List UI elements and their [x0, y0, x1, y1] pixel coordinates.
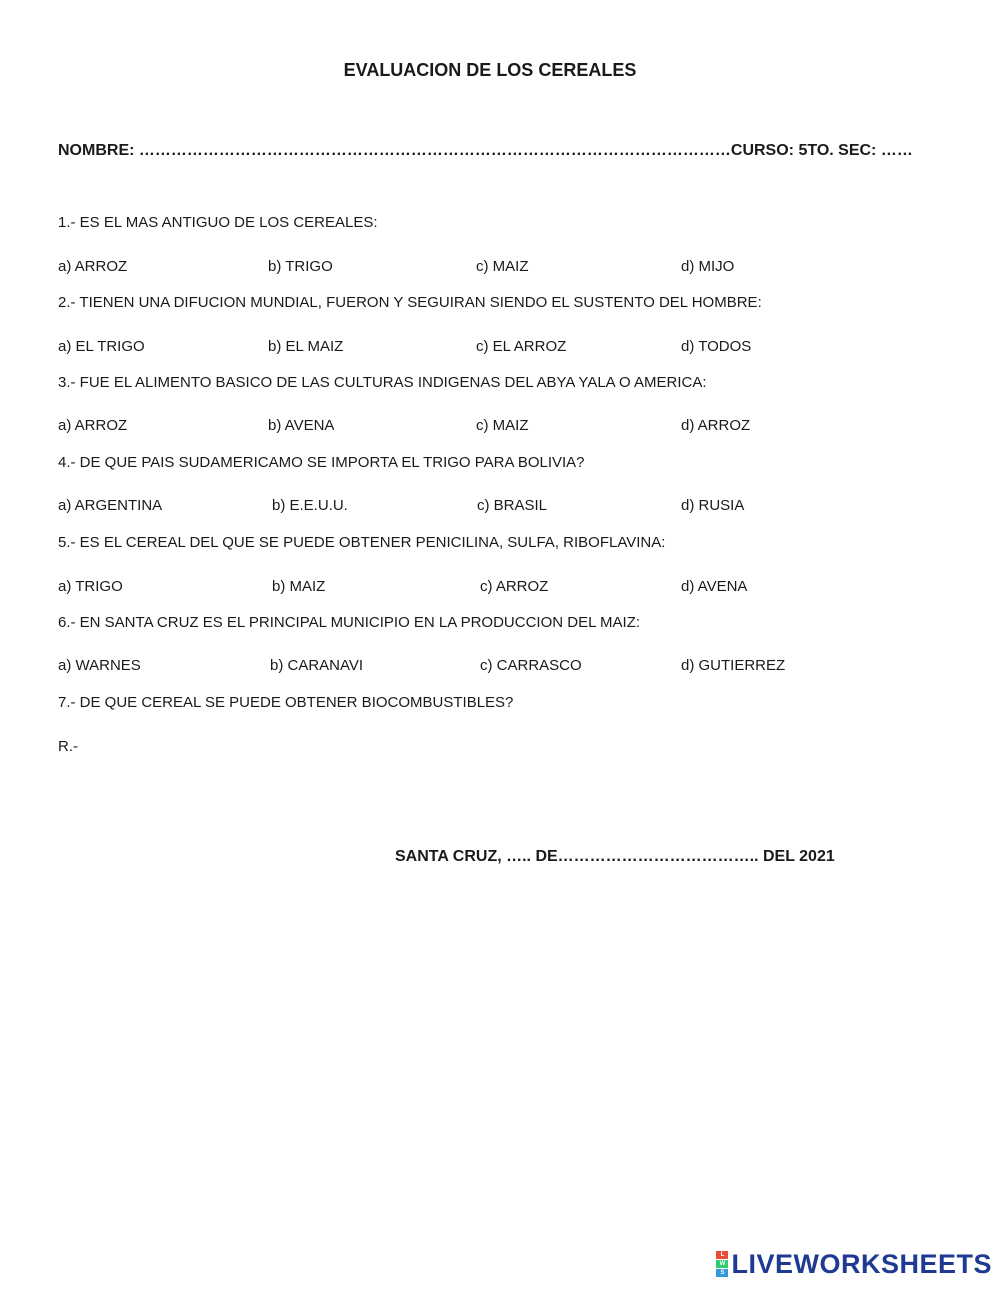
q1-option-d[interactable]: d) MIJO [681, 258, 735, 275]
q6-option-c[interactable]: c) CARRASCO [480, 657, 582, 674]
logo-letter-s: S [716, 1269, 728, 1277]
q3-option-b[interactable]: b) AVENA [268, 417, 335, 434]
q5-option-d[interactable]: d) AVENA [681, 578, 748, 595]
q1-option-a[interactable]: a) ARROZ [58, 258, 128, 275]
question-7: 7.- DE QUE CEREAL SE PUEDE OBTENER BIOCOMBUSTIBLES? [58, 694, 514, 711]
q3-option-c[interactable]: c) MAIZ [476, 417, 529, 434]
q5-option-a[interactable]: a) TRIGO [58, 578, 123, 595]
q3-option-d[interactable]: d) ARROZ [681, 417, 751, 434]
date-signature-line: SANTA CRUZ, ….. DE……………………………….. DEL 2021 [395, 848, 835, 865]
q4-option-d[interactable]: d) RUSIA [681, 497, 745, 514]
liveworksheets-text: LIVEWORKSHEETS [731, 1248, 992, 1279]
q2-option-a[interactable]: a) EL TRIGO [58, 338, 145, 355]
q4-option-c[interactable]: c) BRASIL [477, 497, 548, 514]
logo-letter-w: W [716, 1260, 728, 1268]
q5-option-c[interactable]: c) ARROZ [480, 578, 549, 595]
liveworksheets-logo-icon [716, 1251, 728, 1277]
question-1: 1.- ES EL MAS ANTIGUO DE LOS CEREALES: [58, 214, 378, 231]
logo-letter-l: L [716, 1251, 728, 1259]
page-title: EVALUACION DE LOS CEREALES [343, 60, 637, 80]
q2-option-d[interactable]: d) TODOS [681, 338, 752, 355]
q6-option-b[interactable]: b) CARANAVI [270, 657, 364, 674]
question-2: 2.- TIENEN UNA DIFUCION MUNDIAL, FUERON Y SEGUIRAN SIENDO EL SUSTENTO DEL HOMBRE: [58, 294, 762, 311]
q3-option-a[interactable]: a) ARROZ [58, 417, 128, 434]
q1-option-c[interactable]: c) MAIZ [476, 258, 529, 275]
question-4: 4.- DE QUE PAIS SUDAMERICAMO SE IMPORTA EL TRIGO PARA BOLIVIA? [58, 454, 585, 471]
question-6: 6.- EN SANTA CRUZ ES EL PRINCIPAL MUNICIPIO EN LA PRODUCCION DEL MAIZ: [58, 614, 641, 631]
q6-option-d[interactable]: d) GUTIERREZ [681, 657, 786, 674]
question-5: 5.- ES EL CEREAL DEL QUE SE PUEDE OBTENER PENICILINA, SULFA, RIBOFLAVINA: [58, 534, 666, 551]
q2-option-b[interactable]: b) EL MAIZ [268, 338, 344, 355]
name-course-line: NOMBRE: …………………………………………………………………………………………………CURSO: 5TO. SEC: …… [58, 142, 913, 159]
q4-option-a[interactable]: a) ARGENTINA [58, 497, 163, 514]
q1-option-b[interactable]: b) TRIGO [268, 258, 333, 275]
liveworksheets-watermark [716, 1249, 992, 1279]
q6-option-a[interactable]: a) WARNES [58, 657, 141, 674]
q2-option-c[interactable]: c) EL ARROZ [476, 338, 567, 355]
answer-prefix[interactable]: R.- [58, 738, 78, 755]
question-3: 3.- FUE EL ALIMENTO BASICO DE LAS CULTURAS INDIGENAS DEL ABYA YALA O AMERICA: [58, 374, 707, 391]
q5-option-b[interactable]: b) MAIZ [272, 578, 326, 595]
q4-option-b[interactable]: b) E.E.U.U. [272, 497, 348, 514]
